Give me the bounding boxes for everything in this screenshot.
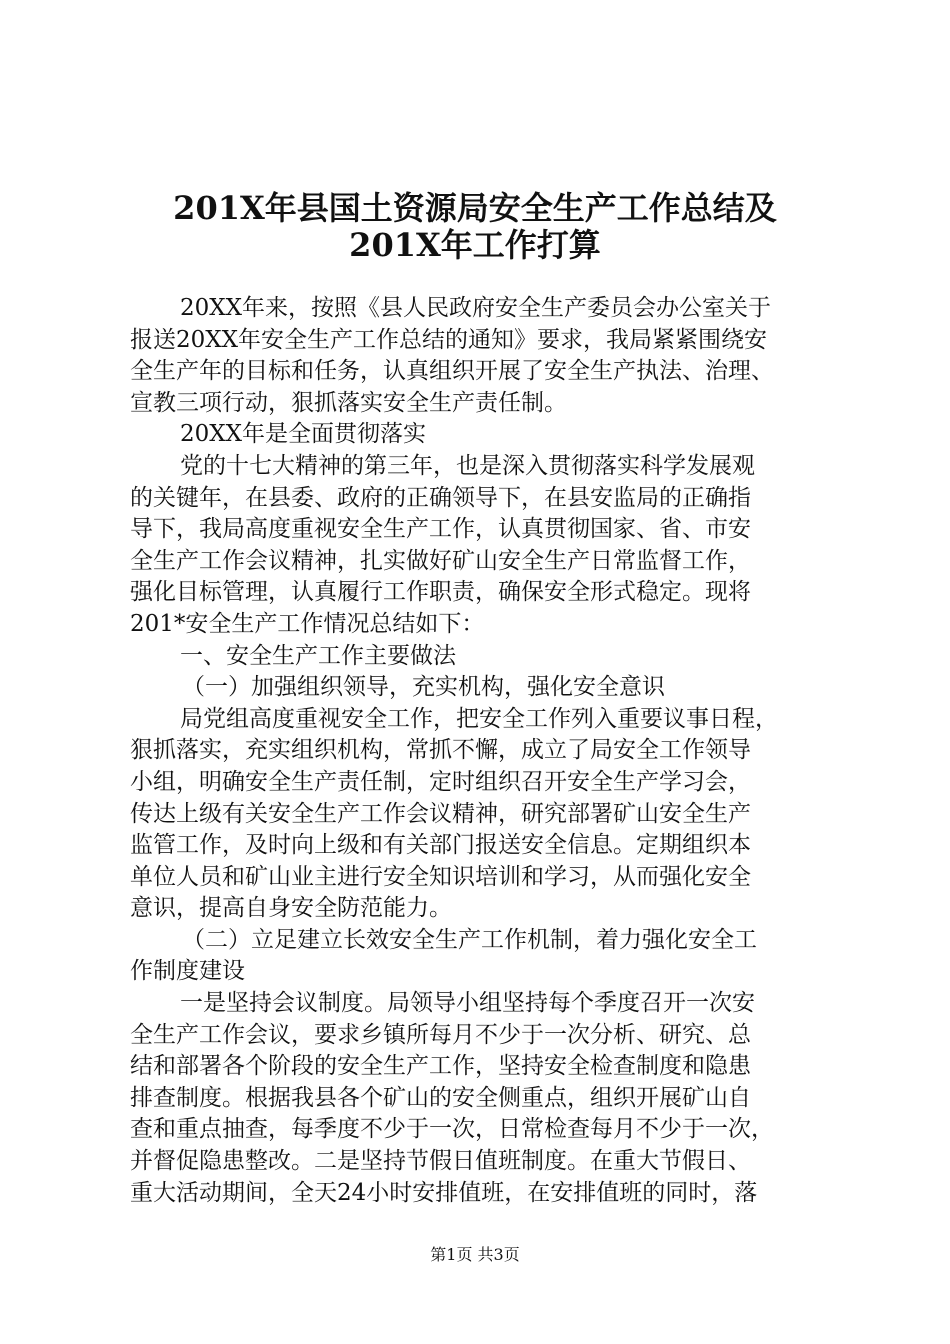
body-line: 结和部署各个阶段的安全生产工作，坚持安全检查制度和隐患 [130,1053,751,1080]
body-line: 20XX年是全面贯彻落实 [180,421,427,448]
document-title-line-1: 201X年县国土资源局安全生产工作总结及 [173,189,777,227]
body-line: 强化目标管理，认真履行工作职责，确保安全形式稳定。现将 [130,579,751,606]
body-line: 局党组高度重视安全工作，把安全工作列入重要议事日程， [180,705,778,732]
document-title-line-2: 201X年工作打算 [349,226,601,264]
subsection-heading-continued: 作制度建设 [130,958,245,985]
body-line: 重大活动期间，全天24小时安排值班，在安排值班的同时，落 [130,1179,758,1206]
body-line: 狠抓落实，充实组织机构，常抓不懈，成立了局安全工作领导 [130,737,751,764]
body-line: 20XX年来，按照《县人民政府安全生产委员会办公室关于 [180,295,772,321]
body-line: 并督促隐患整改。二是坚持节假日值班制度。在重大节假日、 [130,1148,751,1175]
body-line: 监管工作，及时向上级和有关部门报送安全信息。定期组织本 [130,832,751,859]
page-footer: 第1页 共3页 [430,1245,520,1264]
section-heading: 一、安全生产工作主要做法 [180,642,456,669]
body-line: 传达上级有关安全生产工作会议精神，研究部署矿山安全生产 [130,800,751,827]
body-line: 小组，明确安全生产责任制，定时组织召开安全生产学习会， [130,768,751,795]
document-body [130,293,830,1209]
body-line: 查和重点抽查，每季度不少于一次，日常检查每月不少于一次， [130,1116,774,1143]
body-line: 党的十七大精神的第三年，也是深入贯彻落实科学发展观 [180,452,755,479]
body-line: 的关键年，在县委、政府的正确领导下，在县安监局的正确指 [130,484,751,511]
body-line: 全生产年的目标和任务，认真组织开展了安全生产执法、治理、 [130,358,774,385]
body-line: 宣教三项行动，狠抓落实安全生产责任制。 [130,389,567,416]
body-line: 201*安全生产工作情况总结如下： [130,610,485,637]
body-line: 一是坚持会议制度。局领导小组坚持每个季度召开一次安 [180,990,755,1017]
body-line: 全生产工作会议，要求乡镇所每月不少于一次分析、研究、总 [130,1021,751,1048]
body-line: 全生产工作会议精神，扎实做好矿山安全生产日常监督工作， [130,547,751,574]
body-line: 报送20XX年安全生产工作总结的通知》要求，我局紧紧围绕安 [130,326,768,353]
subsection-heading: （二）立足建立长效安全生产工作机制，着力强化安全工 [182,926,757,953]
body-line: 导下，我局高度重视安全生产工作，认真贯彻国家、省、市安 [130,516,751,543]
body-line: 单位人员和矿山业主进行安全知识培训和学习，从而强化安全 [130,863,751,890]
subsection-heading: （一）加强组织领导，充实机构，强化安全意识 [182,674,665,701]
body-line: 意识，提高自身安全防范能力。 [130,895,452,922]
body-line: 排查制度。根据我县各个矿山的安全侧重点，组织开展矿山自 [130,1084,751,1111]
